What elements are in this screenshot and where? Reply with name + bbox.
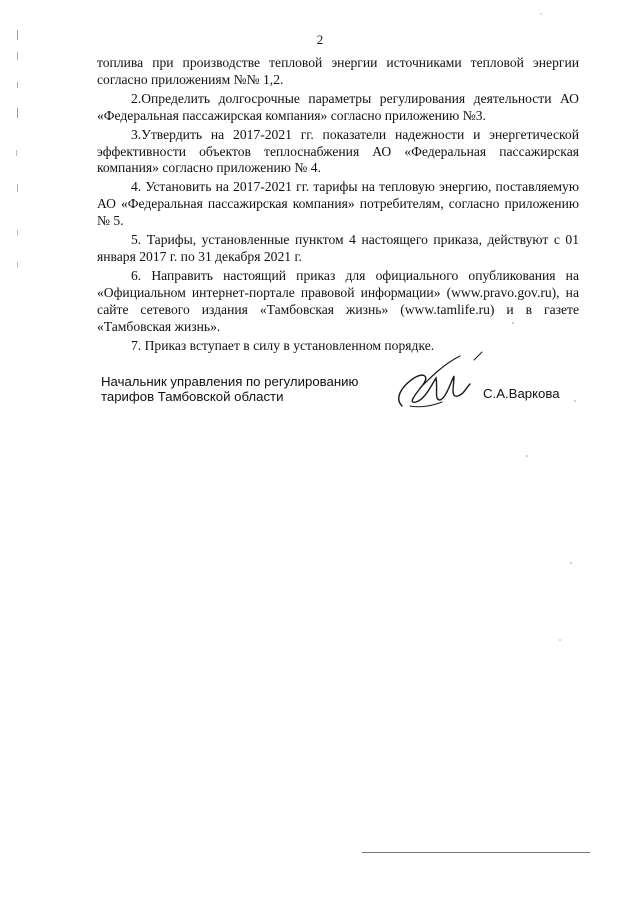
- signatory-name: С.А.Варкова: [483, 386, 560, 401]
- paragraph-item-2: 2.Определить долгосрочные параметры регулирования деятельности АО «Федеральная пассажирская компания» согласно приложению №3.: [97, 90, 579, 123]
- paragraph-item-3: 3.Утвердить на 2017-2021 гг. показатели надежности и энергетической эффективности объектов теплоснабжения АО «Федеральная пассажирская компания» согласно приложению № 4.: [97, 126, 579, 176]
- signatory-title-line-1: Начальник управления по регулированию: [101, 374, 359, 389]
- paragraph-fuel-continued: топлива при производстве тепловой энергии источниками тепловой энергии согласно приложениям №№ 1,2.: [97, 55, 579, 87]
- paragraph-item-6: 6. Направить настоящий приказ для официального опубликования на «Официальном интернет-портале правовой информации» (www.pravo.gov.ru), на сайте сетевого издания «Тамбовская жизнь» (www.tamlife.ru) и в газете «Тамбовская жизнь».: [97, 267, 579, 334]
- paragraph-item-4: 4. Установить на 2017-2021 гг. тарифы на тепловую энергию, поставляемую АО «Федеральная пассажирская компания» потребителям, согласно приложению № 5.: [97, 179, 579, 229]
- signatory-title-line-2: тарифов Тамбовской области: [101, 388, 284, 404]
- signatory-title: [101, 375, 358, 404]
- footer-rule: [362, 852, 590, 853]
- paragraph-item-7: 7. Приказ вступает в силу в установленном порядке.: [131, 337, 435, 353]
- handwritten-signature: [380, 348, 490, 418]
- document-body: [97, 55, 579, 356]
- paragraph-item-5: 5. Тарифы, установленные пунктом 4 настоящего приказа, действуют с 01 января 2017 г. по 31 декабря 2021 г.: [97, 232, 579, 264]
- page-number: 2: [316, 32, 324, 47]
